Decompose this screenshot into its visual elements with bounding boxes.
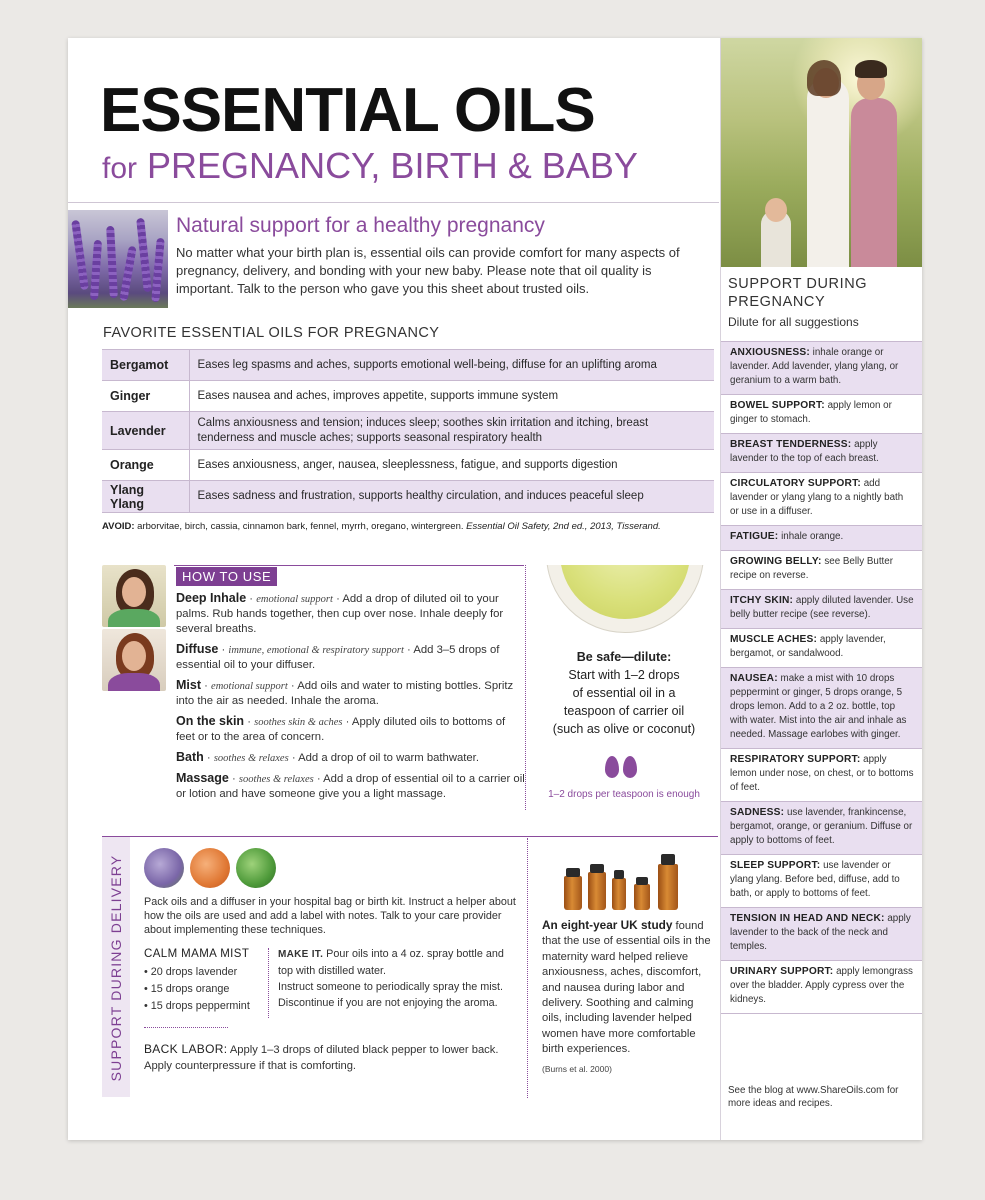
list-item: ANXIOUSNESS: inhale orange or lavender. Add lavender, ylang ylang, or geranium to a warm bath. [721,341,922,394]
list-item: Massage · soothes & relaxes · Add a drop of essential oil to a carrier oil or lotion and have someone give you a light massage. [176,771,525,800]
delivery-section-label: SUPPORT DURING DELIVERY [108,854,124,1082]
subtitle-for: for [102,152,138,185]
delivery-intro: Pack oils and a diffuser in your hospital bag or birth kit. Instruct a helper about how the oils are used and add a label with notes. Talk to your care provider about implementing these techniques. [144,896,516,936]
oil-name: Bergamot [102,350,189,381]
list-item: FATIGUE: inhale orange. [721,525,922,550]
usage-method: Diffuse [176,642,219,656]
divider [68,202,719,203]
recipe-ingredient: • 15 drops peppermint [144,1000,250,1012]
usage-text: Add a drop of diluted oil to your palms. Rub hands together, then cup over nose. Inhale deeply for several breaths. [176,593,504,635]
woman-diffuser-photo [102,629,166,691]
usage-method: On the skin [176,714,245,728]
list-item: SLEEP SUPPORT: use lavender or ylang ylang. Before bed, diffuse, add to bath, or apply to bottoms of feet. [721,854,922,907]
oil-bottles-image [558,846,688,910]
oil-description: Eases nausea and aches, improves appetite, supports immune system [189,381,714,412]
usage-text: Add 3–5 drops of essential oil to your diffuser. [176,644,500,671]
info-sheet [68,38,922,1140]
usage-method: Deep Inhale [176,591,247,605]
list-item: SADNESS: use lavender, frankincense, bergamot, orange, or geranium. Diffuse or apply to bottoms of feet. [721,801,922,854]
usage-list [176,591,526,807]
how-to-use-rule [174,565,524,566]
intro-heading: Natural support for a healthy pregnancy [176,214,545,237]
dilution-heading: Be safe—dilute: [576,650,672,664]
lavender-circle-icon [144,848,184,888]
list-item: BOWEL SUPPORT: apply lemon or ginger to stomach. [721,394,922,433]
list-item: BREAST TENDERNESS: apply lavender to the top of each breast. [721,433,922,472]
sidebar [720,38,922,1140]
list-item: On the skin · soothes skin & aches · Apply diluted oils to bottoms of feet or to the area of concern. [176,714,506,743]
study-citation: (Burns et al. 2000) [542,1063,612,1074]
usage-benefit: immune, emotional & respiratory support [228,645,404,656]
list-item: GROWING BELLY: see Belly Butter recipe on reverse. [721,550,922,589]
page-subtitle [102,146,638,186]
recipe-title: CALM MAMA MIST [144,948,250,960]
table-row [102,381,714,412]
avoid-text: arborvitae, birch, cassia, cinnamon bark, fennel, myrrh, oregano, wintergreen. [134,521,467,532]
oil-name: Ylang Ylang [102,481,189,513]
usage-benefit: emotional support [256,594,333,605]
study-heading: An eight-year UK study [542,918,673,932]
delivery-divider [527,838,528,1098]
oil-description: Eases anxiousness, anger, nausea, sleeplessness, fatigue, and supports digestion [189,450,714,481]
usage-benefit: soothes skin & aches [254,717,343,728]
list-item: Bath · soothes & relaxes · Add a drop of oil to warm bathwater. [176,750,479,764]
sidebar-heading: SUPPORT DURING PREGNANCY [728,276,868,310]
list-item: Mist · emotional support · Add oils and water to misting bottles. Spritz into the air as needed. Inhale the aroma. [176,678,514,707]
oil-name: Lavender [102,412,189,450]
list-item: Deep Inhale · emotional support · Add a drop of diluted oil to your palms. Rub hands together, then cup over nose. Inhale deeply for several breaths. [176,591,504,635]
usage-text: Apply diluted oils to bottoms of feet or to the area of concern. [176,716,506,743]
avoid-label: AVOID: [102,521,135,532]
list-item: CIRCULATORY SUPPORT: add lavender or ylang ylang to a nightly bath or use in a diffuser. [721,472,922,525]
usage-method: Massage [176,771,229,785]
list-item: NAUSEA: make a mist with 10 drops peppermint or ginger, 5 drops orange, 5 drops lemon. Add to a 2 oz. bottle, top with water. Mist into the air and inhale as needed. Massage earlobes with ginger. [721,667,922,748]
list-item: ITCHY SKIN: apply diluted lavender. Use belly butter recipe (see reverse). [721,589,922,628]
main-column [68,38,719,1140]
lavender-photo [68,210,168,308]
recipe-divider [268,948,269,1018]
delivery-rule [102,836,718,837]
usage-benefit: emotional support [211,681,288,692]
make-it-instructions: MAKE IT. Pour oils into a 4 oz. spray bottle and top with distilled water. Instruct someone to periodically spray the mist. Discontinue if you are not enjoying the aroma. [278,948,504,1009]
intro-text: No matter what your birth plan is, essential oils can provide comfort for many aspects of pregnancy, delivery, and bonding with your new baby. Please note that oil quality is important. Talk to the person who gave you this sheet about trusted oils. [176,245,680,296]
usage-method: Bath [176,750,204,764]
subtitle-main: PREGNANCY, BIRTH & BABY [147,145,638,186]
usage-text: Add oils and water to misting bottles. Spritz into the air as needed. Inhale the aroma. [176,680,514,707]
how-to-use-badge: HOW TO USE [176,567,277,586]
peppermint-circle-icon [236,848,276,888]
recipe-ingredient: • 20 drops lavender [144,966,238,978]
page-title: ESSENTIAL OILS [100,76,595,145]
favorites-heading: FAVORITE ESSENTIAL OILS FOR PREGNANCY [103,325,440,341]
oil-description: Eases leg spasms and aches, supports emotional well-being, diffuse for an uplifting aroma [189,350,714,381]
table-row [102,412,714,450]
list-item: Diffuse · immune, emotional & respiratory support · Add 3–5 drops of essential oil to your diffuser. [176,642,500,671]
recipe-ingredient: • 15 drops orange [144,983,230,995]
sidebar-subheading: Dilute for all suggestions [728,315,859,329]
avoid-note [102,521,714,532]
list-item: RESPIRATORY SUPPORT: apply lemon under nose, on chest, or to bottoms of feet. [721,748,922,801]
dilution-guidance: Be safe—dilute: Start with 1–2 drops of essential oil in a teaspoon of carrier oil (such as olive or coconut) [528,648,720,738]
oil-name: Orange [102,450,189,481]
oil-description: Eases sadness and frustration, supports healthy circulation, and induces peaceful sleep [189,481,714,513]
back-labor-label: BACK LABOR: [144,1042,228,1056]
woman-inhaling-photo [102,565,166,627]
couple-photo [721,38,922,267]
usage-text: Add a drop of essential oil to a carrier oil or lotion and have someone give you a light massage. [176,773,525,800]
list-item: TENSION IN HEAD AND NECK: apply lavender to the back of the neck and temples. [721,907,922,960]
avoid-source: Essential Oil Safety, 2nd ed., 2013, Tisserand. [466,521,661,532]
table-row [102,350,714,381]
table-row [102,450,714,481]
list-item: URINARY SUPPORT: apply lemongrass over the bladder. Apply cypress over the kidneys. [721,960,922,1014]
carrier-oil-bowl-image [546,565,704,635]
usage-benefit: soothes & relaxes [238,774,314,785]
dilution-note: 1–2 drops per teaspoon is enough [548,789,700,800]
oil-description: Calms anxiousness and tension; induces sleep; soothes skin irritation and itching, breast tenderness and muscle aches; supports seasonal respiratory health [189,412,714,450]
favorite-oils-table [102,349,714,513]
blog-link-note: See the blog at www.ShareOils.com for more ideas and recipes. [728,1085,899,1109]
dotted-divider [144,1027,228,1028]
usage-benefit: soothes & relaxes [213,753,289,764]
usage-text: Add a drop of oil to warm bathwater. [298,752,479,764]
list-item: MUSCLE ACHES: apply lavender, bergamot, or sandalwood. [721,628,922,667]
orange-circle-icon [190,848,230,888]
uk-study-callout: An eight-year UK study found that the use of essential oils in the maternity ward helped relieve anxiousness, aches, discomfort, and nausea during labor and delivery. Soothing and calming oils, including lavender helped women have more comfortable birth experiences. (Burns et al. 2000) [542,918,712,1077]
oil-drops-icon [603,756,643,782]
back-labor-tip: BACK LABOR: Apply 1–3 drops of diluted black pepper to lower back. Apply counterpressure if that is comforting. [144,1042,499,1072]
calm-mama-mist-recipe [144,946,264,1015]
table-row [102,481,714,513]
pregnancy-tips-list [721,341,922,1014]
oil-name: Ginger [102,381,189,412]
make-it-label: MAKE IT. [278,949,324,960]
usage-method: Mist [176,678,201,692]
